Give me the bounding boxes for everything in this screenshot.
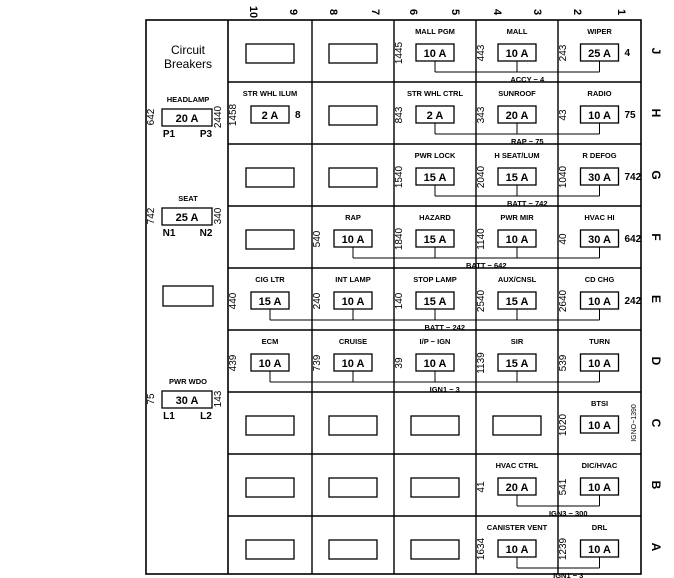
fuse-circuit-code: 240	[312, 292, 323, 310]
fuse-circuit-code: 40	[558, 233, 569, 245]
fuse-label: SUNROOF	[498, 89, 536, 98]
fuse-circuit-code: 243	[558, 44, 569, 62]
fuse-label: CRUISE	[338, 337, 368, 346]
fuse-rating: 15 A	[423, 172, 447, 184]
column-number: 1	[615, 8, 627, 16]
fuse-circuit-code: 43	[558, 109, 569, 121]
fuse-circuit-code: 1634	[476, 537, 487, 561]
fuse-rating: 10 A	[588, 482, 611, 494]
fuse-circuit-code: 540	[312, 230, 323, 248]
fuse-rating: 10 A	[505, 234, 529, 246]
breaker-code-right: 2440	[213, 105, 224, 129]
circuit-breakers-heading-2: Breakers	[163, 57, 213, 71]
column-numbers	[247, 6, 627, 18]
breaker-code-left: 75	[146, 393, 157, 405]
fuse-label: STOP LAMP	[413, 275, 457, 284]
fuse-slot-empty	[329, 540, 377, 559]
fuse-circuit-code: 1020	[558, 413, 569, 437]
fuse-label: RADIO	[587, 89, 612, 98]
fuse-circuit-code: 41	[476, 481, 487, 493]
fuse-rating: 30 A	[588, 172, 611, 184]
fuse-circuit-code: 1140	[476, 228, 487, 250]
column-number: 9	[287, 8, 299, 16]
fuse-rating: 15 A	[505, 358, 529, 370]
fuse-slot-empty	[493, 416, 541, 435]
fuse-rating: 20 A	[505, 110, 529, 122]
fuse-circuit-code: 1840	[394, 227, 405, 251]
fuse-circuit-code: 2640	[558, 289, 569, 313]
column-number: 8	[327, 8, 339, 16]
fuse-label: R DEFOG	[582, 151, 617, 160]
fuse-circuit-code: 1445	[394, 41, 405, 65]
row-letter: E	[649, 294, 663, 304]
fuse-label: TURN	[589, 337, 610, 346]
fuse-slot-empty	[246, 44, 294, 63]
breaker-pin-left: N1	[162, 228, 176, 239]
fuse-label: HVAC HI	[584, 213, 615, 222]
fuse-label: CD CHG	[584, 275, 615, 284]
breaker-pin-right: P3	[199, 129, 213, 140]
bus-label: BATT − 642	[466, 261, 507, 270]
fuse-label: HVAC CTRL	[495, 461, 539, 470]
fuse-rating: 15 A	[423, 296, 447, 308]
fuse-rating: 15 A	[423, 234, 447, 246]
fuse-rating: 10 A	[258, 358, 282, 370]
fuse-label: RAP	[345, 213, 361, 222]
fuse-pin-label: 742	[624, 172, 642, 183]
row-letters	[649, 48, 663, 552]
row-letter: D	[649, 356, 663, 366]
fuse-circuit-code: 1458	[228, 103, 239, 127]
fuse-slot-empty	[246, 230, 294, 249]
fuse-label: MALL PGM	[415, 27, 455, 36]
breaker-rating: 20 A	[175, 113, 199, 125]
fuse-rating: 10 A	[505, 544, 529, 556]
fuse-label: INT LAMP	[335, 275, 371, 284]
row-letter: A	[649, 542, 663, 552]
fuse-rating: 10 A	[588, 296, 611, 308]
bus-label: IGN3 − 300	[548, 509, 588, 518]
breaker-pin-left: P1	[162, 129, 176, 140]
fuse-pin-label: 4	[624, 48, 631, 59]
column-number: 5	[449, 8, 461, 16]
fuse-label: SIR	[510, 337, 524, 346]
fuse-slot-empty	[246, 168, 294, 187]
bus-label: ACCY − 4	[510, 75, 545, 84]
column-number: 6	[407, 8, 419, 16]
fuse-rating: 15 A	[505, 296, 529, 308]
fuse-rating: 10 A	[423, 48, 447, 60]
circuit-breaker-panel	[146, 43, 224, 422]
fuse-rating: 10 A	[588, 420, 611, 432]
fuse-label: STR WHL CTRL	[406, 89, 464, 98]
fuse-label: I/P − IGN	[419, 337, 451, 346]
circuit-breakers-heading: Circuit	[170, 43, 206, 57]
fuse-label: PWR MIR	[500, 213, 534, 222]
fuse-pin-label: 75	[624, 110, 636, 121]
fuse-rating: 2 A	[261, 110, 279, 122]
fuse-circuit-code: 440	[228, 292, 239, 310]
breaker-pin-left: L1	[163, 411, 175, 422]
fuse-circuit-code: 541	[558, 478, 569, 496]
fuse-circuit-code: 39	[394, 357, 405, 369]
fuse-circuit-code: 1040	[558, 165, 569, 189]
bus-label: BATT − 242	[424, 323, 465, 332]
breaker-code-right: 143	[213, 390, 224, 408]
fuse-circuit-code: 439	[228, 354, 239, 372]
fuse-rating: 10 A	[505, 48, 529, 60]
row-letter: H	[649, 108, 663, 118]
fuse-rating: 10 A	[341, 358, 365, 370]
fuse-rating: 10 A	[341, 296, 365, 308]
breaker-pin-right: L2	[200, 411, 212, 422]
column-number: 2	[571, 8, 583, 16]
fuse-label: AUX/CNSL	[497, 275, 537, 284]
breaker-label: HEADLAMP	[166, 95, 210, 104]
fuse-circuit-code: 443	[476, 44, 487, 62]
fuse-circuit-code: 843	[394, 106, 405, 124]
breaker-code-left: 642	[146, 108, 157, 126]
fuse-label: DIC/HVAC	[581, 461, 618, 470]
column-number: 7	[369, 8, 381, 16]
fuse-rating: 10 A	[341, 234, 365, 246]
fuse-circuit-code: 739	[312, 354, 323, 372]
fuse-slot-empty	[246, 416, 294, 435]
fuse-label: PWR LOCK	[414, 151, 456, 160]
fuse-pin-label: 8	[295, 110, 301, 121]
fuse-rating: 15 A	[258, 296, 282, 308]
breaker-label: SEAT	[178, 194, 198, 203]
fuse-rating: 2 A	[426, 110, 444, 122]
column-number: 4	[491, 8, 503, 16]
fuse-slot-empty	[329, 478, 377, 497]
breaker-slot-empty	[163, 286, 213, 306]
fuse-pin-label: IGNO−1390	[631, 404, 638, 442]
fuse-rating: 10 A	[588, 544, 611, 556]
fuse-circuit-code: 343	[476, 106, 487, 124]
fuse-label: H SEAT/LUM	[494, 151, 540, 160]
breaker-label: PWR WDO	[169, 377, 207, 386]
row-letter: G	[649, 170, 663, 180]
column-number: 10	[247, 5, 259, 19]
bus-label: BATT − 742	[507, 199, 548, 208]
column-number: 3	[531, 8, 543, 16]
fuse-rating: 10 A	[588, 110, 611, 122]
row-letter: J	[649, 47, 663, 55]
fuse-label: DRL	[591, 523, 608, 532]
fuse-pin-label: 242	[624, 296, 642, 307]
bus-label: RAP − 75	[510, 137, 544, 146]
fuse-circuit-code: 1139	[476, 352, 487, 374]
fuse-rating: 10 A	[588, 358, 611, 370]
fuse-label: MALL	[506, 27, 528, 36]
breaker-code-left: 742	[146, 207, 157, 225]
fuse-rating: 30 A	[588, 234, 611, 246]
fuse-rating: 20 A	[505, 482, 529, 494]
fuse-circuit-code: 539	[558, 354, 569, 372]
fuse-label: WIPER	[587, 27, 612, 36]
fuse-slot-empty	[246, 478, 294, 497]
fuse-label: BTSI	[590, 399, 609, 408]
fuse-label: CANISTER VENT	[486, 523, 548, 532]
breaker-rating: 30 A	[175, 395, 199, 407]
fuse-rating: 10 A	[423, 358, 447, 370]
fuse-slot-empty	[411, 540, 459, 559]
fuse-circuit-code: 1239	[558, 537, 569, 561]
fuse-slot-empty	[246, 540, 294, 559]
fuse-label: ECM	[261, 337, 279, 346]
bus-label: IGN1 − 3	[429, 385, 460, 394]
fuse-label: HAZARD	[419, 213, 451, 222]
bus-label: IGN1 − 3	[553, 571, 584, 578]
fuse-slot-empty	[329, 44, 377, 63]
fuse-circuit-code: 2040	[476, 165, 487, 189]
row-letter: F	[649, 233, 663, 241]
fuse-slot-empty	[329, 106, 377, 125]
breaker-code-right: 340	[213, 207, 224, 225]
fuse-slot-empty	[411, 416, 459, 435]
row-letter: B	[649, 480, 663, 490]
breaker-pin-right: N2	[199, 228, 213, 239]
fuse-rating: 25 A	[588, 48, 611, 60]
breaker-rating: 25 A	[175, 212, 199, 224]
row-letter: C	[649, 418, 663, 428]
fuse-label: CIG LTR	[255, 275, 285, 284]
fuse-cells	[228, 27, 642, 578]
fuse-pin-label: 642	[624, 234, 642, 245]
fuse-label: STR WHL ILUM	[242, 89, 298, 98]
fuse-slot-empty	[329, 416, 377, 435]
fuse-rating: 15 A	[505, 172, 529, 184]
fuse-circuit-code: 1540	[394, 165, 405, 189]
fuse-slot-empty	[411, 478, 459, 497]
fuse-slot-empty	[329, 168, 377, 187]
fuse-circuit-code: 2540	[476, 289, 487, 313]
fuse-circuit-code: 140	[394, 292, 405, 310]
